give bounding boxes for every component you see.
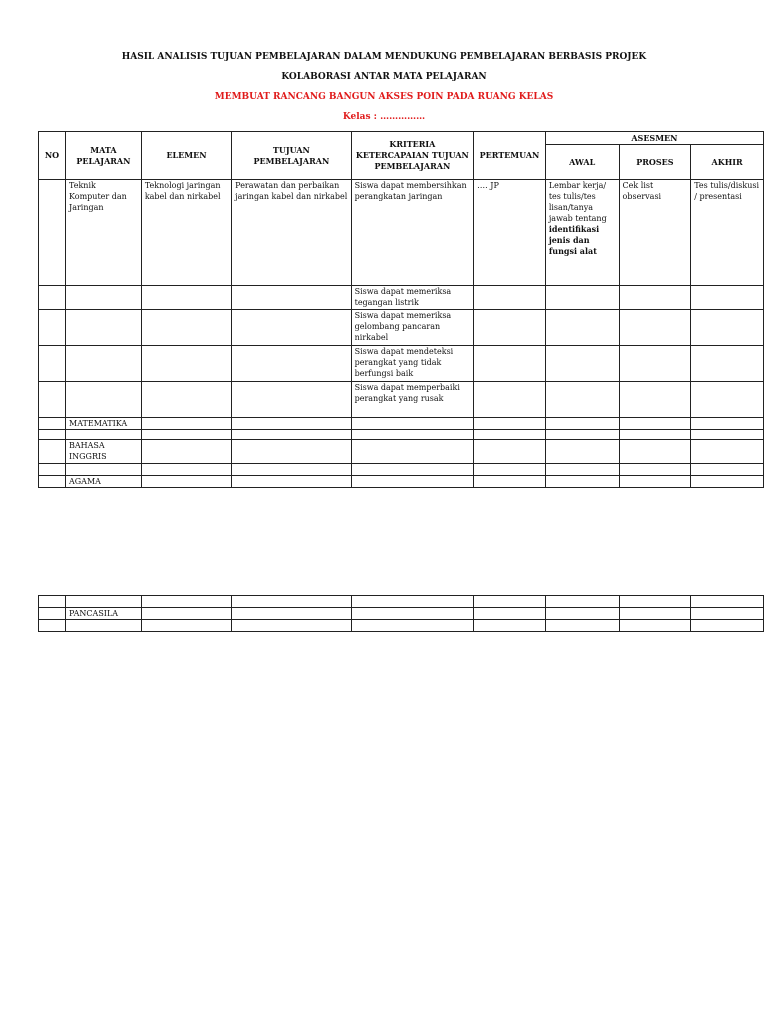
- class-label: Kelas : ……………: [342, 112, 426, 122]
- header-no: NO: [39, 132, 66, 180]
- table-row: [39, 596, 764, 608]
- cell-proses: Cek list observasi: [619, 180, 691, 286]
- cell-mapel: Teknik Komputer dan Jaringan: [66, 180, 142, 286]
- cell-kriteria: Siswa dapat memeriksa tegangan listrik: [351, 286, 474, 310]
- table-row: [39, 620, 764, 632]
- awal-text: Lembar kerja/ tes tulis/tes lisan/tanya jawab tentang: [548, 181, 607, 223]
- cell-kriteria: Siswa dapat membersihkan perangkatan jaringan: [351, 180, 474, 286]
- table-row: [39, 476, 764, 488]
- cell-mapel: AGAMA: [66, 476, 142, 488]
- cell-kriteria: Siswa dapat memeriksa gelombang pancaran nirkabel: [351, 310, 474, 346]
- header-tujuan: TUJUAN PEMBELAJARAN: [232, 132, 351, 180]
- project-title: MEMBUAT RANCANG BANGUN AKSES POIN PADA RUANG KELAS: [214, 92, 554, 102]
- cell-awal: [545, 180, 619, 286]
- table-row: [39, 382, 764, 418]
- cell-akhir: Tes tulis/diskusi / presentasi: [691, 180, 764, 286]
- header-asesmen: ASESMEN: [545, 132, 763, 145]
- analysis-table: [38, 131, 764, 488]
- document-subtitle: KOLABORASI ANTAR MATA PELAJARAN: [281, 72, 487, 82]
- cell-mapel: MATEMATIKA: [66, 418, 142, 430]
- table-row: [39, 310, 764, 346]
- awal-bold-text: identifikasi jenis dan fungsi alat: [548, 224, 600, 256]
- analysis-table-continued: [38, 595, 764, 632]
- header-akhir: AKHIR: [691, 145, 764, 180]
- cell-tujuan: Perawatan dan perbaikan jaringan kabel dan nirkabel: [232, 180, 351, 286]
- table-row: [39, 418, 764, 430]
- header-elemen: ELEMEN: [141, 132, 231, 180]
- cell-pertemuan: …. JP: [474, 180, 546, 286]
- table-row: [39, 286, 764, 310]
- table-row: [39, 608, 764, 620]
- cell-kriteria: Siswa dapat memperbaiki perangkat yang rusak: [351, 382, 474, 418]
- cell-mapel: PANCASILA: [66, 608, 142, 620]
- header-pertemuan: PERTEMUAN: [474, 132, 546, 180]
- header-awal: AWAL: [545, 145, 619, 180]
- table-row: [39, 180, 764, 286]
- header-mata-pelajaran: MATA PELAJARAN: [66, 132, 142, 180]
- table-row: [39, 464, 764, 476]
- document-title: HASIL ANALISIS TUJUAN PEMBELAJARAN DALAM MENDUKUNG PEMBELAJARAN BERBASIS PROJEK: [121, 52, 647, 62]
- cell-no: [39, 180, 66, 286]
- table-row: [39, 440, 764, 464]
- cell-elemen: Teknologi jaringan kabel dan nirkabel: [141, 180, 231, 286]
- table-row: [39, 430, 764, 440]
- header-kriteria: KRITERIA KETERCAPAIAN TUJUAN PEMBELAJARAN: [351, 132, 474, 180]
- cell-mapel: BAHASA INGGRIS: [66, 440, 142, 464]
- header-proses: PROSES: [619, 145, 691, 180]
- table-row: [39, 346, 764, 382]
- cell-kriteria: Siswa dapat mendeteksi perangkat yang tidak berfungsi baik: [351, 346, 474, 382]
